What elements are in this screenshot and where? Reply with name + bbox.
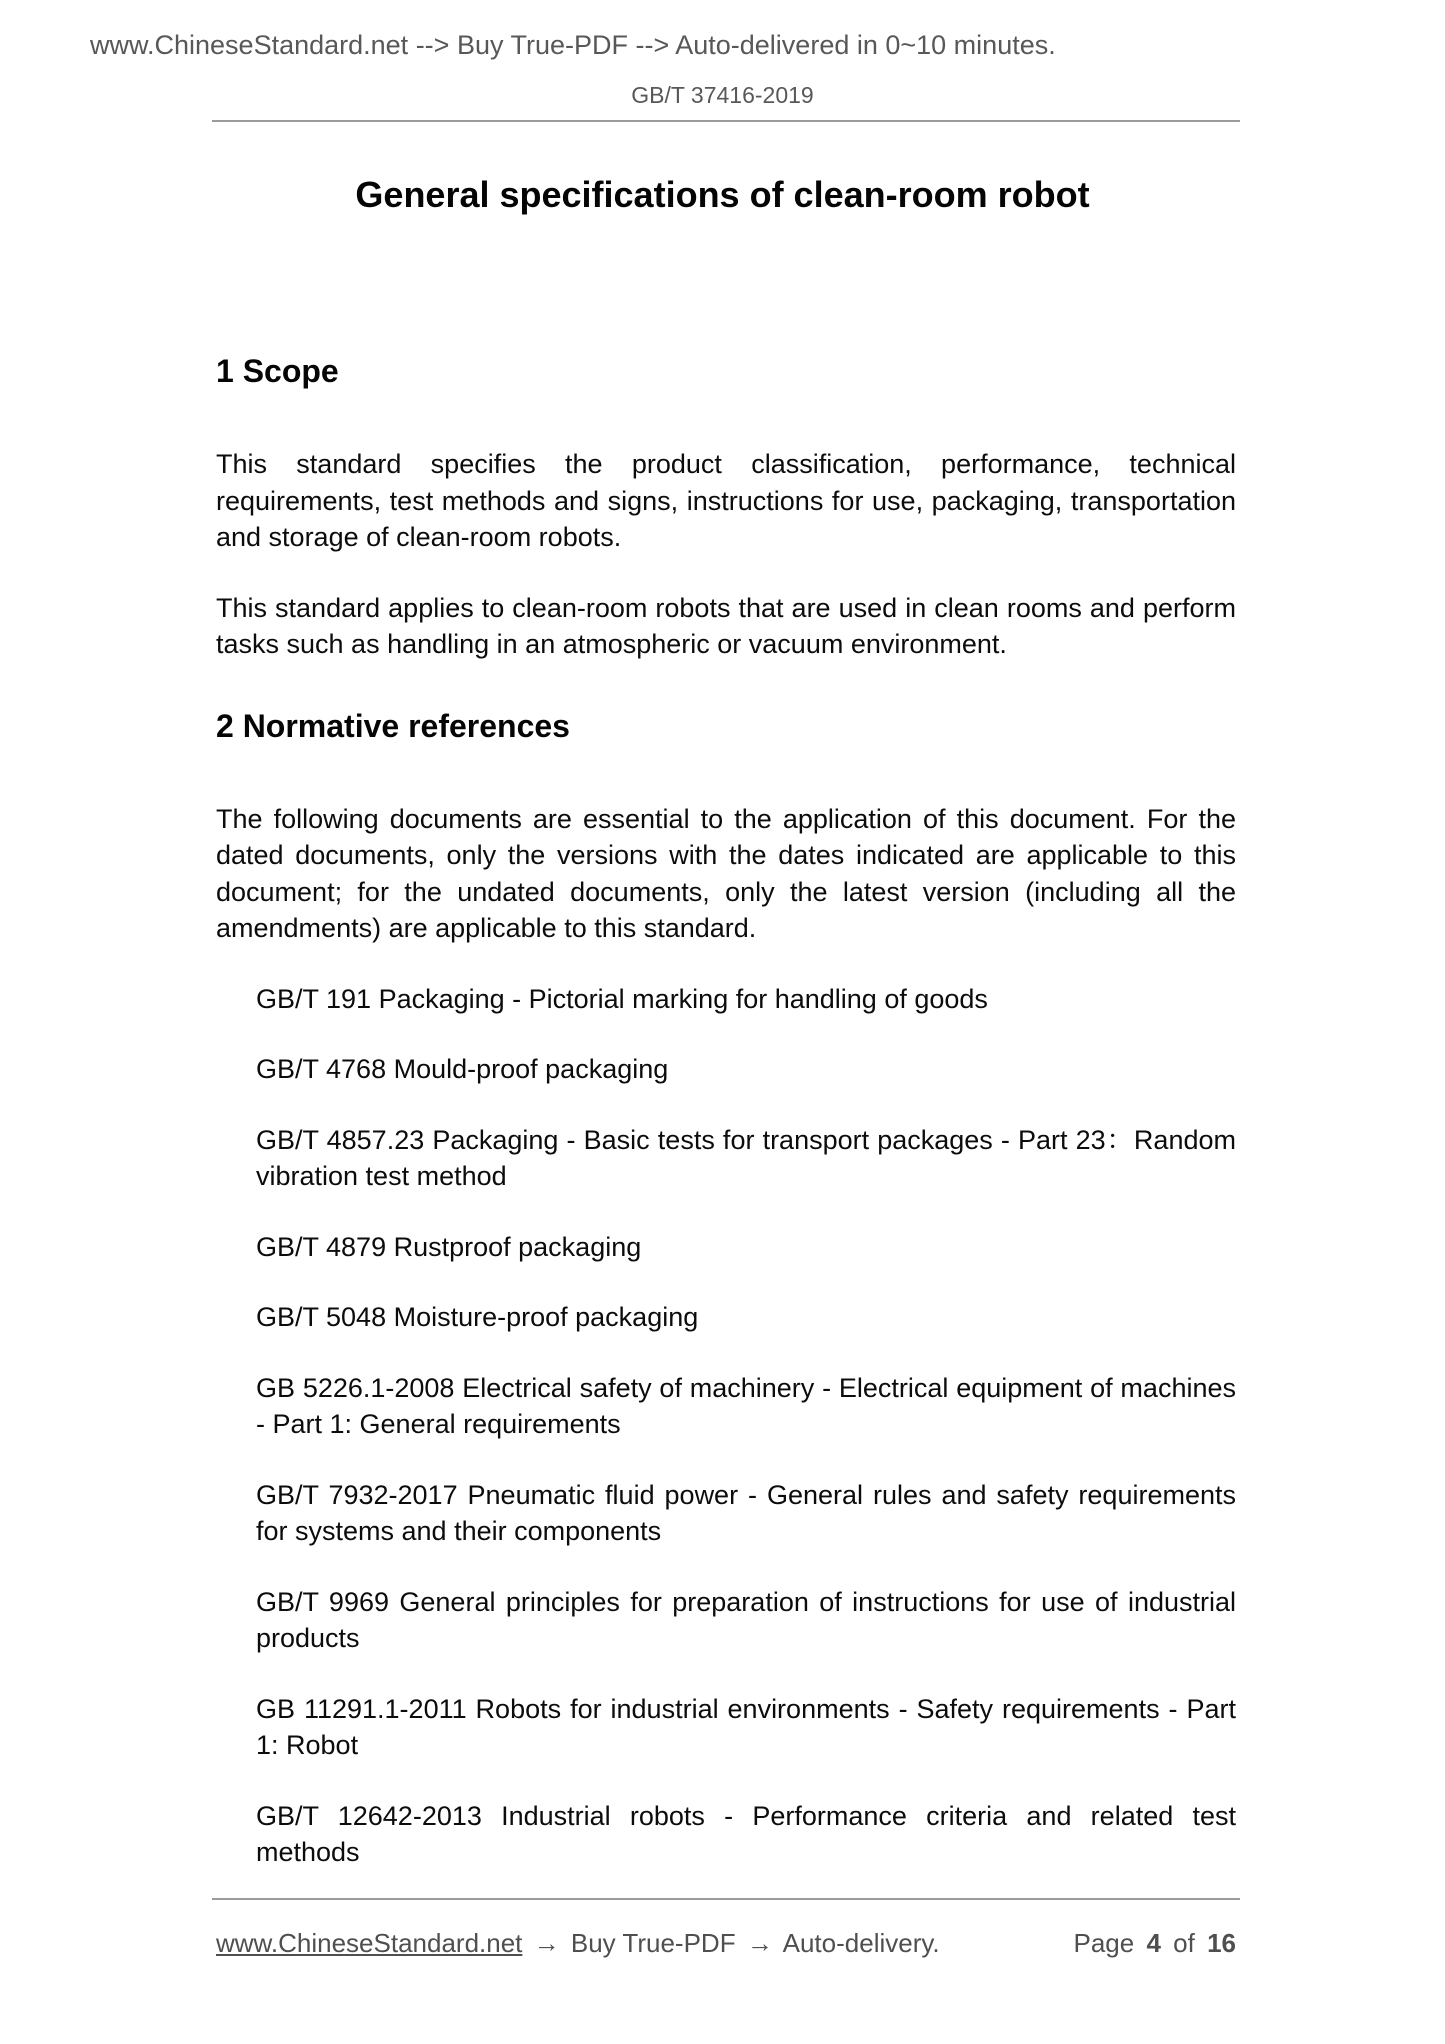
- reference-item: GB/T 7932-2017 Pneumatic fluid power - General rules and safety requirements for systems and their components: [256, 1479, 1236, 1546]
- document-title: General specifications of clean-room robot: [355, 174, 1090, 215]
- reference-item: GB/T 12642-2013 Industrial robots - Performance criteria and related test methods: [256, 1800, 1236, 1867]
- reference-item: GB/T 191 Packaging - Pictorial marking for handling of goods: [256, 983, 988, 1014]
- footer-divider: [212, 1898, 1240, 1900]
- reference-item: GB/T 5048 Moisture-proof packaging: [256, 1302, 699, 1332]
- arrow-icon: →: [533, 1928, 560, 1958]
- reference-item: GB/T 9969 General principles for preparation of instructions for use of industrial products: [256, 1586, 1236, 1653]
- footer-buy-text: Buy True-PDF: [570, 1928, 736, 1958]
- section-heading-scope: 1 Scope: [216, 353, 339, 389]
- page-current: 4: [1146, 1928, 1161, 1958]
- footer-delivery-text: Auto-delivery.: [782, 1928, 940, 1958]
- reference-item: GB 11291.1-2011 Robots for industrial environments - Safety requirements - Part 1: Robot: [256, 1693, 1236, 1760]
- document-body: [216, 351, 1236, 1905]
- page-total: 16: [1207, 1928, 1236, 1958]
- paragraph: This standard applies to clean-room robots that are used in clean rooms and perform tasks such as handling in an atmospheric or vacuum environment.: [216, 592, 1236, 659]
- reference-item: GB/T 4879 Rustproof packaging: [256, 1231, 642, 1262]
- page-footer: [216, 1928, 1236, 1959]
- reference-item: GB 5226.1-2008 Electrical safety of machinery - Electrical equipment of machines - Part 1: General requirements: [256, 1372, 1236, 1439]
- of-label: of: [1173, 1928, 1195, 1958]
- section-heading-normative-references: 2 Normative references: [216, 707, 570, 744]
- paragraph: This standard specifies the product classification, performance, technical requirements, test methods and signs, instructions for use, packaging, transportation and storage of clean-room robots.: [216, 449, 1236, 552]
- page-label: Page: [1073, 1928, 1135, 1958]
- arrow-icon: →: [746, 1928, 773, 1958]
- paragraph: The following documents are essential to the application of this document. For the dated documents, only the versions with the dates indicated are applicable to this document; for the undated documents, only the latest version (including all the amendments) are applicable to this standard.: [216, 803, 1236, 943]
- footer-breadcrumb: [216, 1928, 940, 1959]
- page-number: [1073, 1928, 1236, 1959]
- header-standard-code: GB/T 37416-2019: [631, 82, 814, 108]
- header-divider: [212, 120, 1240, 122]
- reference-item: GB/T 4768 Mould-proof packaging: [256, 1054, 669, 1084]
- footer-site-link[interactable]: www.ChineseStandard.net: [216, 1928, 523, 1958]
- header-banner: www.ChineseStandard.net --> Buy True-PDF --> Auto-delivered in 0~10 minutes.: [90, 30, 1056, 60]
- reference-item: GB/T 4857.23 Packaging - Basic tests for transport packages - Part 23：Random vibration test method: [256, 1124, 1236, 1191]
